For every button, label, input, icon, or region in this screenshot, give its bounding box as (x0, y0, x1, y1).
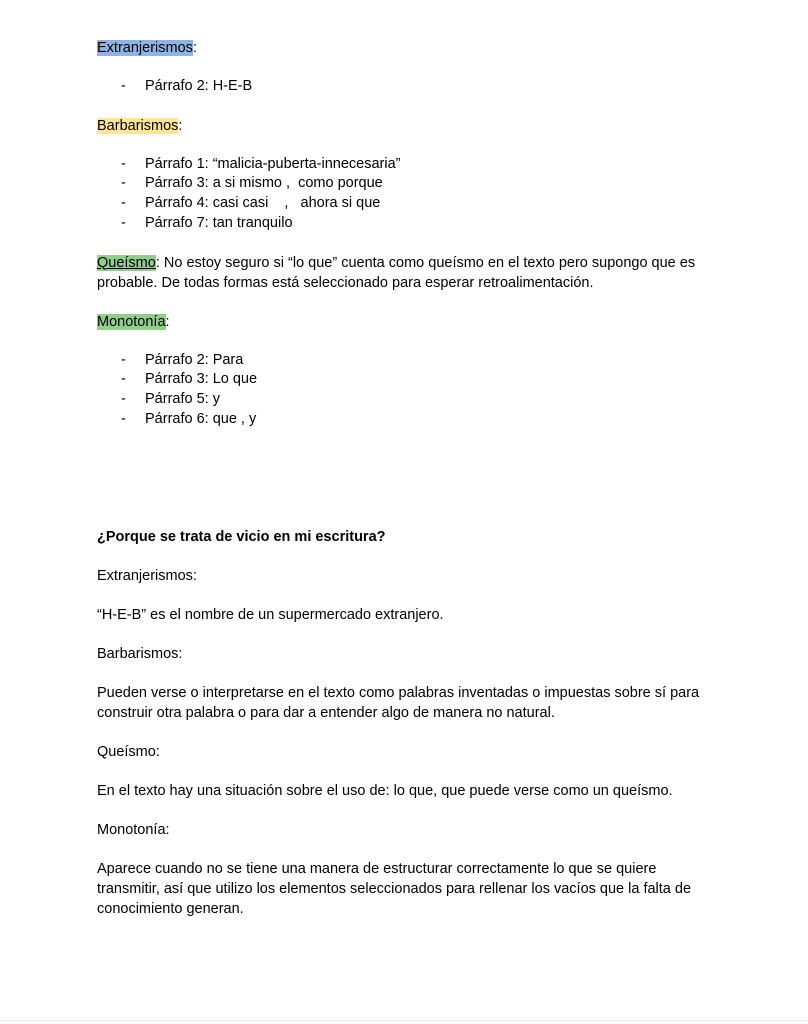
extranjerismos-label: Extranjerismos: (97, 568, 197, 585)
barbarismos-heading: Barbarismos: (97, 117, 183, 134)
list-item: - Párrafo 2: H-E-B (121, 78, 253, 94)
monotonia-text: Aparece cuando no se tiene una manera de estructurar correctamente lo que se quiere transmitir, así que utilizo los elementos seleccionados para rellenar los vacíos que la falta de conocimiento generan. (97, 861, 692, 918)
monotonia-list (97, 351, 808, 430)
barbarismos-label: Barbarismos: (97, 646, 183, 663)
list-item: - Párrafo 3: a si mismo , como porque (121, 175, 383, 192)
extranjerismos-list (97, 77, 808, 97)
barbarismos-list (97, 155, 808, 234)
queismo-paragraph: Queísmo: No estoy seguro si “lo que” cuenta como queísmo en el texto pero supongo que es probable. De todas formas está seleccionado para esperar retroalimentación. (97, 254, 696, 291)
list-item: - Párrafo 4: casi casi , ahora si que (121, 195, 381, 212)
queismo-label: Queísmo: (97, 744, 160, 761)
section-title: ¿Porque se trata de vicio en mi escritura? (97, 529, 386, 546)
list-item: - Párrafo 2: Para (121, 351, 244, 368)
list-item: - Párrafo 3: Lo que (121, 371, 258, 388)
page-bottom-divider (0, 1020, 808, 1021)
list-item: - Párrafo 5: y (121, 390, 220, 407)
list-item: - Párrafo 7: tan tranquilo (121, 214, 293, 231)
queismo-text: En el texto hay una situación sobre el uso de: lo que, que puede verse como un queísmo. (97, 783, 673, 800)
monotonia-heading: Monotonía: (97, 313, 170, 330)
list-item: - Párrafo 1: “malicia-puberta-innecesaria” (121, 155, 401, 172)
monotonia-label: Monotonía: (97, 822, 170, 839)
barbarismos-text: Pueden verse o interpretarse en el texto como palabras inventadas o impuestas sobre sí para construir otra palabra o para dar a entender algo de manera no natural. (97, 685, 700, 722)
extranjerismos-heading: Extranjerismos: (97, 40, 197, 56)
extranjerismos-text: “H-E-B” es el nombre de un supermercado extranjero. (97, 607, 444, 624)
list-item: - Párrafo 6: que , y (121, 410, 257, 427)
